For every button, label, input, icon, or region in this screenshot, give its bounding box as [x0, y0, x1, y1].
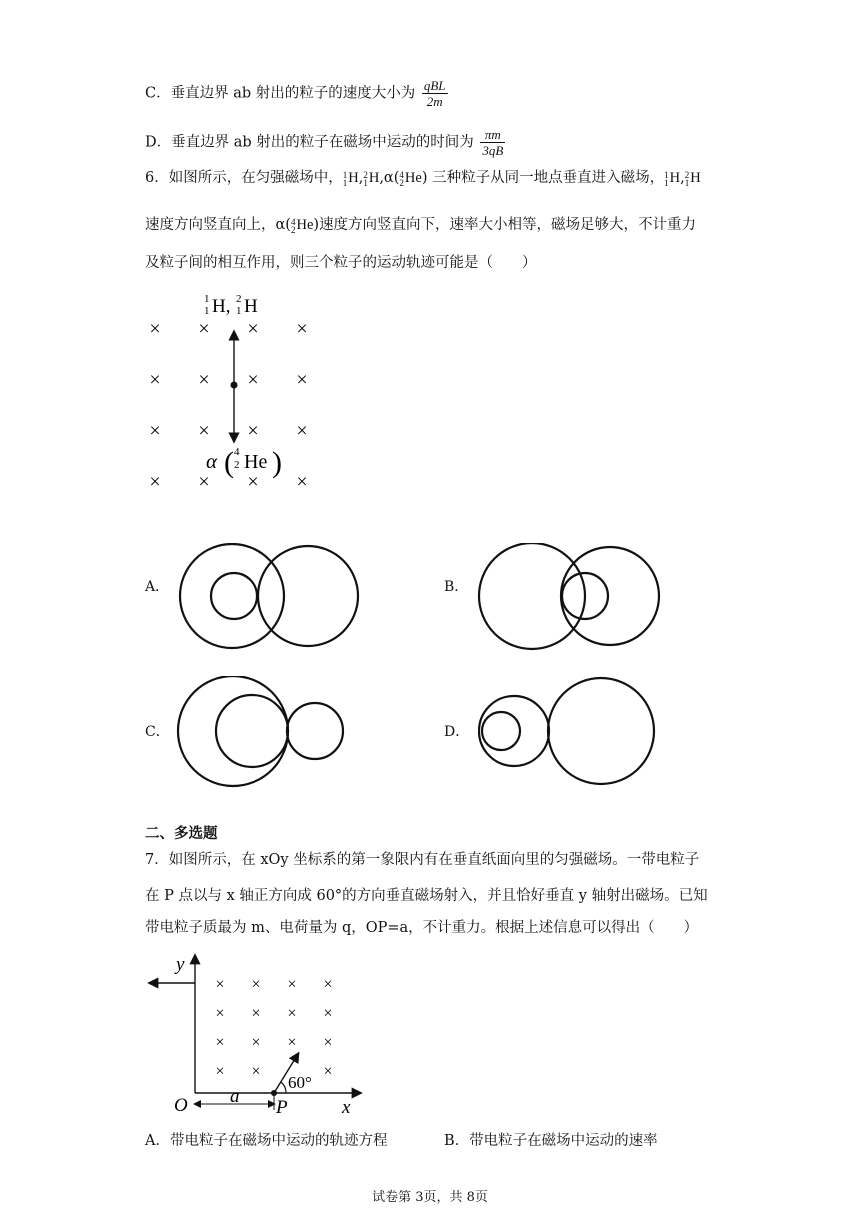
circle-medium: [479, 696, 549, 766]
option-d-label[interactable]: D．: [444, 724, 470, 740]
field-mark: ×: [296, 420, 308, 442]
svg-text:×: ×: [215, 1034, 225, 1051]
svg-text:×: ×: [287, 1034, 297, 1051]
circle-medium: [216, 695, 288, 767]
q6-line2-b: 速度方向竖直向下，速率大小相等，磁场足够大，不计重力: [319, 217, 697, 233]
svg-text:×: ×: [323, 1005, 333, 1022]
svg-text:×: ×: [287, 976, 297, 993]
q5-option-c: [145, 78, 448, 109]
svg-text:×: ×: [323, 976, 333, 993]
q6-stem-line2: 速度方向竖直向上，α(4 2He)速度方向竖直向下，速率大小相等，磁场足够大，不计重力: [145, 216, 697, 235]
q6-intro-b: 三种粒子从同一地点垂直进入磁场，: [432, 170, 665, 186]
q7-option-a[interactable]: A．带电粒子在磁场中运动的轨迹方程: [145, 1133, 388, 1149]
option-c-figure: [176, 676, 366, 791]
field-mark: ×: [247, 369, 259, 391]
y-axis-label: y: [176, 954, 185, 975]
point-p-label: P: [276, 1097, 288, 1118]
svg-text:H,: H,: [212, 296, 231, 317]
svg-text:H: H: [244, 296, 258, 317]
option-a-figure: [175, 543, 365, 653]
option-a-label[interactable]: A．: [145, 579, 170, 595]
angle-label: 60°: [288, 1073, 312, 1092]
svg-text:×: ×: [251, 976, 261, 993]
circle-small: [211, 573, 257, 619]
q7-stem-line2: 在 P 点以与 x 轴正方向成 60°的方向垂直磁场射入，并且恰好垂直 y 轴射出磁场。已知: [145, 888, 708, 904]
field-mark: ×: [247, 471, 259, 493]
q6-stem-line1: 6．如图所示，在匀强磁场中，1 1H,2 1H,α(4 2He) 三种粒子从同一地点垂直进入磁场，1 1H,2 1H: [145, 169, 701, 188]
svg-text:×: ×: [215, 1005, 225, 1022]
svg-text:1: 1: [236, 305, 242, 317]
nuclide-h2: 2 1H: [684, 169, 701, 188]
option-c-label[interactable]: C．: [145, 724, 170, 740]
q6-stem-line3: 及粒子间的相互作用，则三个粒子的运动轨迹可能是（ ）: [145, 255, 537, 271]
svg-text:α: α: [206, 449, 218, 473]
nuclide-h1: 1 1H: [342, 169, 359, 188]
bottom-alpha-label: [206, 446, 282, 479]
field-mark: ×: [149, 471, 161, 493]
svg-text:×: ×: [287, 1005, 297, 1022]
circle-large: [180, 544, 284, 648]
option-b-label[interactable]: B．: [444, 579, 469, 595]
nuclide-h2: 2 1H: [363, 169, 380, 188]
field-mark: ×: [149, 369, 161, 391]
svg-text:4: 4: [234, 446, 240, 458]
q5-option-d-fraction: [480, 127, 505, 158]
q6-intro-a: 6．如图所示，在匀强磁场中，: [145, 170, 343, 186]
top-nuclide-label: [204, 293, 258, 317]
svg-text:(: (: [224, 446, 234, 479]
x-axis-label: x: [342, 1097, 351, 1118]
svg-text:): ): [272, 446, 282, 479]
fraction-numerator: πm: [480, 127, 505, 143]
q5-option-d: [145, 127, 505, 158]
field-mark: ×: [247, 318, 259, 340]
alpha-symbol: α: [275, 217, 286, 233]
svg-text:2: 2: [234, 459, 240, 471]
field-mark: ×: [149, 420, 161, 442]
circle-large: [178, 676, 288, 786]
svg-text:×: ×: [323, 1063, 333, 1080]
distance-a-label: a: [230, 1086, 240, 1107]
svg-text:1: 1: [204, 305, 210, 317]
option-b-figure: [474, 543, 664, 653]
q7-coordinate-figure: [140, 948, 370, 1123]
angle-arc: [281, 1082, 286, 1093]
svg-text:He: He: [244, 451, 268, 473]
origin-dot: [231, 382, 238, 389]
svg-text:×: ×: [251, 1034, 261, 1051]
field-mark: ×: [198, 420, 210, 442]
svg-text:×: ×: [215, 1063, 225, 1080]
field-mark: ×: [149, 318, 161, 340]
svg-text:×: ×: [323, 1034, 333, 1051]
circle-small: [482, 712, 520, 750]
q5-option-d-text: D．垂直边界 ab 射出的粒子在磁场中运动的时间为: [145, 134, 474, 151]
circle-large: [479, 543, 585, 649]
section-title: 二、多选题: [145, 826, 218, 842]
q5-option-c-text: C．垂直边界 ab 射出的粒子的速度大小为: [145, 85, 416, 102]
field-mark: ×: [198, 369, 210, 391]
q7-option-b[interactable]: B．带电粒子在磁场中运动的速率: [444, 1133, 658, 1149]
field-mark: ×: [198, 471, 210, 493]
svg-text:×: ×: [251, 1005, 261, 1022]
circle-large: [258, 546, 358, 646]
svg-text:2: 2: [236, 293, 242, 305]
fraction-denominator: 2m: [426, 94, 443, 109]
nuclide-he: 4 2He: [399, 169, 422, 188]
q5-option-c-fraction: [422, 78, 448, 109]
circle-medium: [287, 703, 343, 759]
field-marks: [215, 976, 332, 1080]
q7-stem-line3: 带电粒子质最为 m、电荷量为 q，OP=a，不计重力。根据上述信息可以得出（ ）: [145, 920, 699, 936]
page-footer: 试卷第 3页，共 8页: [372, 1190, 488, 1205]
nuclide-he: 4 2He: [290, 216, 314, 235]
origin-label: O: [174, 1095, 188, 1116]
q6-field-figure: [140, 288, 330, 498]
option-d-figure: [478, 676, 668, 791]
field-mark: ×: [296, 471, 308, 493]
fraction-numerator: qBL: [423, 78, 446, 93]
svg-text:1: 1: [204, 293, 210, 305]
svg-text:×: ×: [215, 976, 225, 993]
q7-stem-line1: 7．如图所示，在 xOy 坐标系的第一象限内有在垂直纸面向里的匀强磁场。一带电粒子: [145, 852, 700, 868]
fraction-denominator: 3qB: [482, 143, 504, 158]
q6-line2-a: 速度方向竖直向上，: [145, 217, 276, 233]
field-mark: ×: [296, 318, 308, 340]
nuclide-h1: 1 1H: [664, 169, 681, 188]
field-mark: ×: [247, 420, 259, 442]
svg-text:×: ×: [251, 1063, 261, 1080]
alpha-symbol: α: [383, 170, 394, 186]
field-mark: ×: [296, 369, 308, 391]
circle-large: [548, 678, 654, 784]
field-mark: ×: [198, 318, 210, 340]
circle-large: [561, 547, 659, 645]
